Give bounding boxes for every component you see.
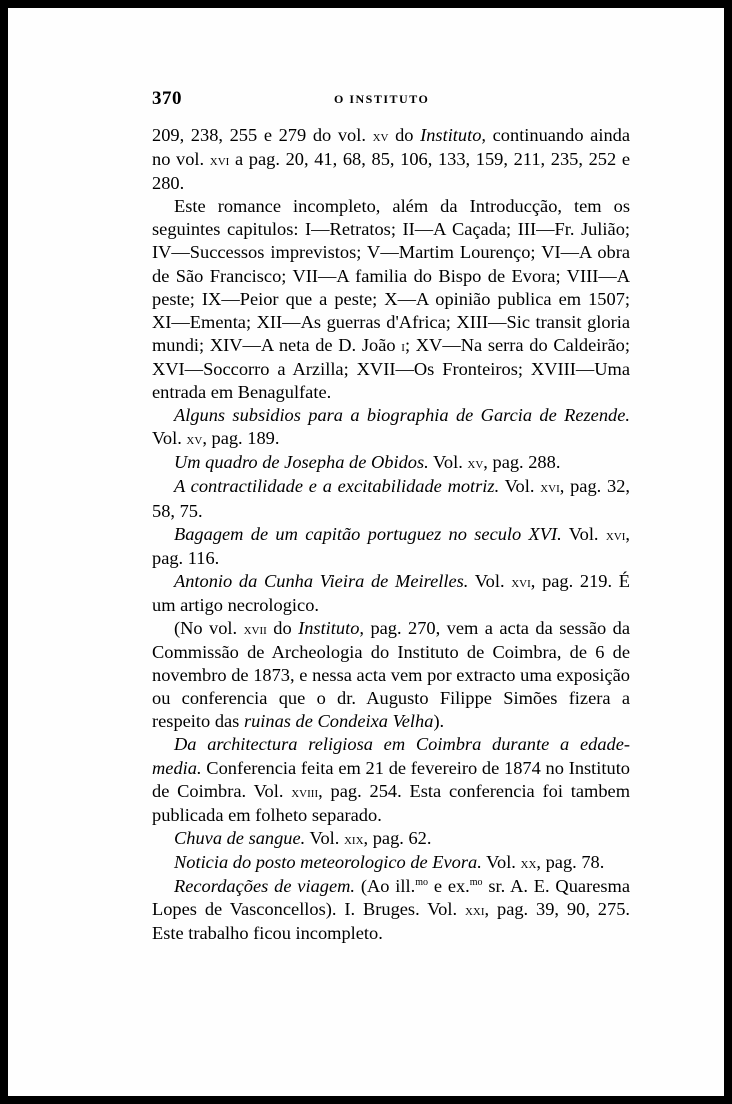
page-number: 370 [152, 88, 182, 109]
entry-contractilidade: A contractilidade e a excitabilidade motriz. Vol. xvi, pag. 32, 58, 75. [152, 476, 630, 521]
body-text [152, 124, 630, 945]
entry-antonio-da-cunha: Antonio da Cunha Vieira de Meirelles. Vol. xvi, pag. 219. É um artigo necrologico. [152, 570, 630, 615]
paragraph-chapter-list: Este romance incompleto, além da Introducção, tem os seguintes capitulos: I—Retratos; II—A Caçada; III—Fr. Julião; IV—Successos imprevistos; V—Martim Lourenço; VI—A obra de São Francisco; VII—A familia do Bispo de Evora; VIII—A peste; IX—Peior que a peste; X—A opinião publica em 1507; XI—Ementa; XII—As guerras d'Africa; XIII—Sic transit gloria mundi; XIV—A neta de D. João i; XV—Na serra do Caldeirão; XVI—Soccorro a Arzilla; XVII—Os Fronteiros; XVIII—Uma entrada em Benagulfate. [152, 196, 630, 403]
entry-acta-sessao: (No vol. xvii do Instituto, pag. 270, vem a acta da sessão da Commissão de Archeologia do Instituto de Coimbra, de 6 de novembro de 1873, e nessa acta vem por extracto uma exposição ou conferencia que o dr. Augusto Filippe Simões fizera a respeito das ruinas de Condeixa Velha). [152, 617, 630, 732]
entry-recordacoes-de-viagem: Recordações de viagem. (Ao ill.$^{mo}$ e ex.$^{mo}$ sr. A. E. Quaresma Lopes de Vasconcellos). I. Bruges. Vol. xxi, pag. 39, 90, 275. Este trabalho ficou incompleto. [152, 876, 630, 944]
running-title: O INSTITUTO [334, 92, 430, 106]
entry-chuva-de-sangue: Chuva de sangue. Vol. xix, pag. 62. [174, 827, 432, 848]
entry-architectura-religiosa: Da architectura religiosa em Coimbra durante a edade-media. Conferencia feita em 21 de fevereiro de 1874 no Instituto de Coimbra. Vol. xviii, pag. 254. Esta conferencia foi tambem publicada em folheto separado. [152, 734, 631, 825]
entry-josepha-de-obidos: Um quadro de Josepha de Obidos. Vol. xv, pag. 288. [174, 452, 561, 473]
entry-posto-meteorologico: Noticia do posto meteorologico de Evora. Vol. xx, pag. 78. [174, 851, 605, 872]
entry-garcia-de-rezende: Alguns subsidios para a biographia de Garcia de Rezende. Vol. xv, pag. 189. [152, 405, 630, 449]
page-header [152, 88, 640, 112]
paragraph-continuation: 209, 238, 255 e 279 do vol. xv do Instituto, continuando ainda no vol. xvi a pag. 20, 41, 68, 85, 106, 133, 159, 211, 235, 252 e 280. [152, 125, 631, 194]
entry-bagagem-capitao: Bagagem de um capitão portuguez no seculo XVI. Vol. xvi, pag. 116. [152, 523, 630, 568]
